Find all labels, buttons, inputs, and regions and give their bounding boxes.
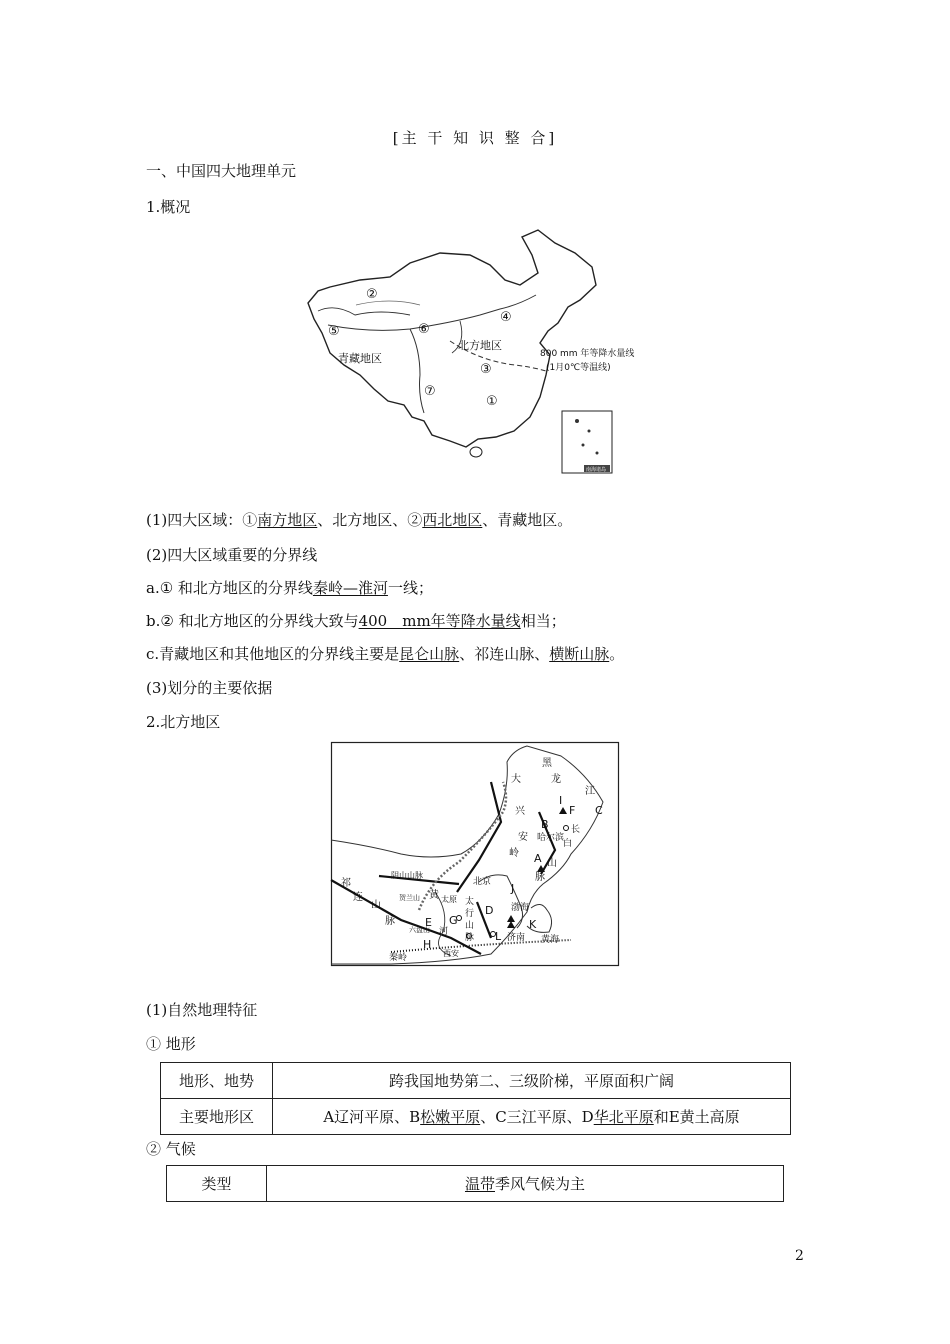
- climate-table: [166, 1165, 784, 1202]
- label-beifang: 北方地区: [458, 339, 502, 352]
- map2-huanghai: 黄海: [541, 935, 560, 945]
- map2-harbin: 哈尔滨: [537, 833, 565, 843]
- table-cell: A辽河平原、B松嫩平原、C三江平原、D华北平原和E黄土高原: [273, 1099, 791, 1135]
- map2-taiyuan: 太原: [441, 895, 457, 904]
- map2-he: 河: [439, 927, 449, 937]
- marker-2: ②: [366, 287, 378, 302]
- paragraph-basis: (3)划分的主要依据: [146, 679, 273, 697]
- heading-four-units: 一、中国四大地理单元: [146, 162, 297, 180]
- label-0c: (1月0℃等温线): [546, 363, 611, 373]
- section-title: [主 干 知 识 整 合]: [392, 129, 558, 147]
- table-cell: 主要地形区: [161, 1099, 273, 1135]
- paragraph-boundaries: (2)四大区域重要的分界线: [146, 546, 318, 564]
- map2-C: C: [595, 804, 603, 817]
- map2-mai2: 脉: [385, 916, 395, 927]
- map2-F: F: [569, 804, 576, 817]
- map2-xing: 兴: [515, 806, 525, 817]
- map2-an: 安: [518, 832, 528, 843]
- table-cell: 类型: [167, 1166, 267, 1202]
- map2-mai: 脉: [535, 872, 545, 883]
- table-row: [167, 1166, 784, 1202]
- map2-D: D: [485, 904, 494, 917]
- china-regions-map: [300, 225, 635, 475]
- map2-shan2: 山: [371, 900, 381, 911]
- map2-qinling: 秦岭: [389, 953, 408, 963]
- map2-J: J: [511, 882, 515, 895]
- map2-tai: 太: [465, 897, 475, 907]
- map2-ling: 岭: [509, 848, 519, 859]
- subheading-north: 2.北方地区: [146, 713, 221, 731]
- marker-5: ⑤: [328, 324, 340, 339]
- map2-huang: 黄: [429, 890, 439, 901]
- map2-mai3: 脉: [465, 933, 475, 943]
- map2-beijing: 北京: [473, 877, 492, 887]
- map2-bohai: 渤海: [511, 903, 530, 913]
- map2-I: I: [559, 794, 563, 807]
- marker-4: ④: [500, 310, 512, 325]
- label-qingzang: 青藏地区: [338, 352, 382, 365]
- map2-hei: 黑: [542, 758, 552, 769]
- map2-shan3: 山: [465, 921, 475, 931]
- map2-H: H: [423, 938, 432, 951]
- paragraph-c: c.青藏地区和其他地区的分界线主要是昆仑山脉、祁连山脉、横断山脉。: [146, 645, 625, 663]
- table-row: [161, 1063, 791, 1099]
- map2-chang: 长: [571, 825, 581, 835]
- paragraph-climate: ② 气候: [146, 1140, 196, 1158]
- map2-K: K: [529, 918, 537, 931]
- marker-3: ③: [480, 362, 492, 377]
- map2-jiang: 江: [585, 786, 595, 797]
- map2-L: L: [495, 930, 502, 943]
- map2-liupan: 六盘山: [409, 926, 430, 934]
- table-cell: 跨我国地势第二、三级阶梯，平原面积广阔: [273, 1063, 791, 1099]
- map2-A: A: [534, 852, 542, 865]
- map2-qi: 祁: [341, 878, 351, 889]
- map2-lian: 连: [353, 892, 363, 903]
- subheading-overview: 1.概况: [146, 198, 191, 216]
- page-number: 2: [795, 1248, 804, 1264]
- table-cell: 地形、地势: [161, 1063, 273, 1099]
- label-800mm: 800 mm 年等降水量线: [540, 349, 635, 359]
- map2-shan: 山: [547, 858, 557, 869]
- map2-G: G: [449, 914, 458, 927]
- map2-long: 龙: [551, 774, 561, 785]
- inset-label: 南海诸岛: [586, 467, 607, 473]
- map2-hang: 行: [465, 909, 475, 919]
- map2-E: E: [425, 916, 432, 929]
- table-row: [161, 1099, 791, 1135]
- map2-yinshan: 阴山山脉: [391, 871, 423, 880]
- paragraph-b: b.② 和北方地区的分界线大致与400 mm年等降水量线相当；: [146, 612, 566, 630]
- marker-6: ⑥: [418, 322, 430, 337]
- paragraph-natural: (1)自然地理特征: [146, 1001, 258, 1019]
- north-region-map: [331, 742, 619, 966]
- map2-bai: 白: [563, 839, 573, 849]
- map2-xian: 西安: [443, 949, 459, 958]
- paragraph-landform: ① 地形: [146, 1035, 196, 1053]
- paragraph-four-regions: (1)四大区域：①南方地区、北方地区、②西北地区、青藏地区。: [146, 511, 573, 529]
- map2-helan: 贺兰山: [399, 894, 420, 902]
- map2-jinan: 济南: [507, 933, 526, 943]
- map2-da: 大: [511, 774, 521, 785]
- marker-1: ①: [486, 394, 498, 409]
- map2-B: B: [541, 818, 549, 831]
- paragraph-a: a.① 和北方地区的分界线秦岭—淮河一线；: [146, 579, 433, 597]
- marker-7: ⑦: [424, 384, 436, 399]
- table-cell: 温带季风气候为主: [267, 1166, 784, 1202]
- landform-table: [160, 1062, 791, 1135]
